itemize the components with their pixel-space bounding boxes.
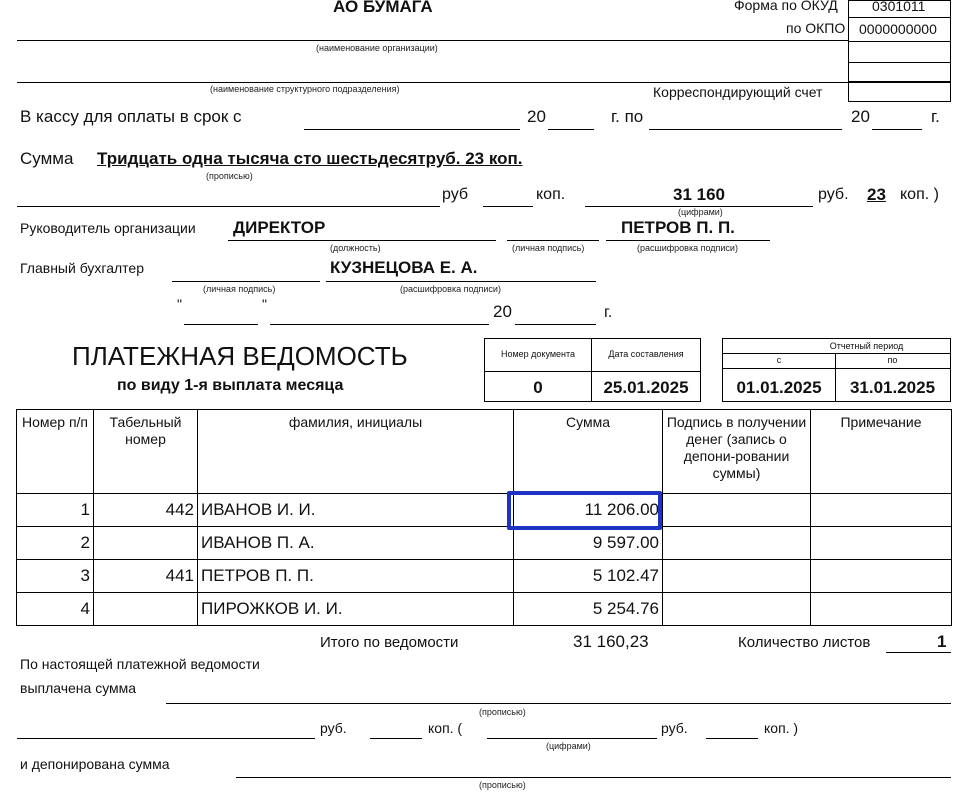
period-to-value: 31.01.2025 (849, 378, 936, 397)
col-header-note: Примечание (811, 410, 952, 494)
cell-note[interactable] (811, 560, 952, 593)
date-month-line (270, 324, 489, 325)
cell-sign[interactable] (663, 560, 811, 593)
cell-sum[interactable]: 9 597.00 (514, 527, 663, 560)
amount-digits: 31 160 (673, 185, 725, 204)
period-box (722, 338, 951, 402)
date-day-line (184, 324, 258, 325)
amount-rub-label: руб (442, 186, 469, 203)
cash-label: В кассу для оплаты в срок с (20, 107, 242, 126)
date-year: 20 (493, 302, 512, 321)
totals-label: Итого по ведомости (320, 634, 459, 651)
head-label: Руководитель организации (20, 220, 196, 236)
deposited-words-caption: (прописью) (479, 780, 526, 790)
col-header-name: фамилия, инициалы (198, 410, 514, 494)
accountant-name-caption: (расшифровка подписи) (400, 284, 501, 294)
paid-words-line (166, 703, 951, 704)
totals-value: 31 160,23 (573, 632, 649, 651)
cell-num[interactable]: 3 (17, 560, 94, 593)
paid-digits-caption: (цифрами) (546, 741, 591, 751)
footer-line-2: выплачена сумма (20, 680, 137, 696)
head-name: ПЕТРОВ П. П. (621, 218, 735, 237)
doc-date-value: 25.01.2025 (603, 378, 689, 397)
paid-rub-line (17, 738, 315, 739)
period-from-value: 01.01.2025 (736, 378, 822, 397)
codes-box (848, 0, 951, 82)
amount-rub2-label: руб. (818, 186, 849, 203)
amount-kop-line (483, 206, 533, 207)
head-signature-caption: (личная подпись) (512, 243, 585, 253)
accountant-name: КУЗНЕЦОВА Е. А. (330, 258, 478, 277)
cell-sign[interactable] (663, 593, 811, 626)
cash-year-1-line (548, 129, 594, 130)
head-signature-line (507, 240, 599, 241)
period-to-header: по (887, 355, 898, 365)
date-g: г. (604, 304, 613, 321)
organization-line (17, 40, 848, 41)
table-row[interactable] (17, 560, 952, 593)
paid-words-caption: (прописью) (479, 707, 526, 717)
sheets-value: 1 (937, 632, 947, 651)
cash-g: г. (931, 107, 940, 126)
okpo-label: по ОКПО (786, 20, 846, 36)
date-quote-open: " (177, 296, 182, 312)
accountant-name-line (326, 281, 596, 282)
okud-code: 0301011 (872, 0, 926, 14)
cell-name[interactable]: ПЕТРОВ П. П. (198, 560, 514, 593)
department-line (17, 82, 848, 83)
selected-cell-highlight (507, 491, 662, 530)
amount-kop-label: коп. (536, 186, 566, 203)
cell-name[interactable]: ИВАНОВ И. И. (198, 494, 514, 527)
sheets-line (886, 652, 951, 653)
cash-year-2: 20 (851, 107, 870, 126)
paid-kop2-label: коп. ) (764, 720, 799, 736)
date-year-line (515, 324, 596, 325)
accountant-signature-caption: (личная подпись) (203, 284, 276, 294)
doc-date-box (591, 338, 701, 402)
paid-digits-line (487, 738, 657, 739)
cash-to-line (649, 129, 842, 130)
footer-line-1: По настоящей платежной ведомости (20, 656, 260, 672)
accountant-label: Главный бухгалтер (20, 260, 144, 276)
doc-number-box (484, 338, 592, 402)
cell-sum[interactable]: 5 254.76 (514, 593, 663, 626)
amount-kop2-label: коп. ) (900, 186, 939, 203)
department-caption: (наименование структурного подразделения) (210, 84, 400, 94)
organization-caption: (наименование организации) (316, 43, 438, 53)
cell-num[interactable]: 1 (17, 494, 94, 527)
date-quote-close: " (262, 296, 267, 312)
cell-name[interactable]: ИВАНОВ П. А. (198, 527, 514, 560)
okud-label: Форма по ОКУД (734, 0, 838, 13)
cell-note[interactable] (811, 593, 952, 626)
cash-from-line (304, 129, 520, 130)
col-header-sign: Подпись в получении денег (запись о депони-ровании суммы) (663, 410, 811, 494)
head-position-line (228, 240, 496, 241)
table-header-row (17, 410, 952, 494)
period-from-header: с (776, 355, 782, 365)
amount-kop-value: 23 (867, 185, 886, 204)
head-position: ДИРЕКТОР (233, 218, 326, 237)
doc-date-header: Дата составления (608, 349, 684, 359)
paid-rub-label: руб. (320, 720, 347, 736)
table-row[interactable] (17, 494, 952, 527)
doc-number-header: Номер документа (500, 349, 576, 359)
cell-sign[interactable] (663, 494, 811, 527)
amount-label: Сумма (20, 149, 74, 168)
cash-year-1: 20 (527, 107, 546, 126)
deposited-words-line (236, 777, 951, 778)
deposited-label: и депонирована сумма (20, 756, 170, 772)
table-row[interactable] (17, 593, 952, 626)
cell-tab[interactable] (94, 527, 198, 560)
head-name-caption: (расшифровка подписи) (637, 243, 738, 253)
head-name-line (606, 240, 770, 241)
cash-year-2-line (872, 129, 922, 130)
page-title: ПЛАТЕЖНАЯ ВЕДОМОСТЬ (72, 341, 408, 371)
amount-words-caption: (прописью) (206, 171, 253, 181)
payroll-table (16, 409, 952, 626)
paid-kop-line (370, 738, 422, 739)
cash-to-label: г. по (611, 107, 644, 126)
doc-number-value: 0 (533, 378, 543, 397)
cell-sum[interactable]: 5 102.47 (514, 560, 663, 593)
amount-words-line (17, 206, 440, 207)
cell-note[interactable] (811, 494, 952, 527)
sheets-label: Количество листов (738, 634, 871, 651)
cell-num[interactable]: 4 (17, 593, 94, 626)
amount-words: Тридцать одна тысяча сто шестьдесятруб. 23 коп. (97, 149, 523, 168)
organization-name: АО БУМАГА (333, 0, 433, 16)
cell-tab[interactable]: 441 (94, 560, 198, 593)
accountant-signature-line (172, 281, 320, 282)
amount-digits-caption: (цифрами) (678, 207, 723, 217)
corr-account-cell (848, 82, 951, 102)
cell-sign[interactable] (663, 527, 811, 560)
paid-rub2-label: руб. (661, 720, 688, 736)
paid-kop2-line (706, 738, 758, 739)
corr-account-label: Корреспондирующий счет (653, 84, 823, 100)
paid-kop-label: коп. ( (428, 720, 463, 736)
cell-num[interactable]: 2 (17, 527, 94, 560)
col-header-tab: Табельный номер (94, 410, 198, 494)
page-subtitle: по виду 1-я выплата месяца (117, 377, 344, 394)
period-header: Отчетный период (829, 341, 904, 351)
cell-tab[interactable]: 442 (94, 494, 198, 527)
cell-name[interactable]: ПИРОЖКОВ И. И. (198, 593, 514, 626)
col-header-sum: Сумма (514, 410, 663, 494)
cell-note[interactable] (811, 527, 952, 560)
cell-sum[interactable]: 11 206.00 (514, 494, 663, 527)
head-position-caption: (должность) (330, 243, 381, 253)
okpo-code: 0000000000 (859, 21, 937, 37)
cell-tab[interactable] (94, 593, 198, 626)
col-header-num: Номер п/п (17, 410, 94, 494)
table-row[interactable] (17, 527, 952, 560)
